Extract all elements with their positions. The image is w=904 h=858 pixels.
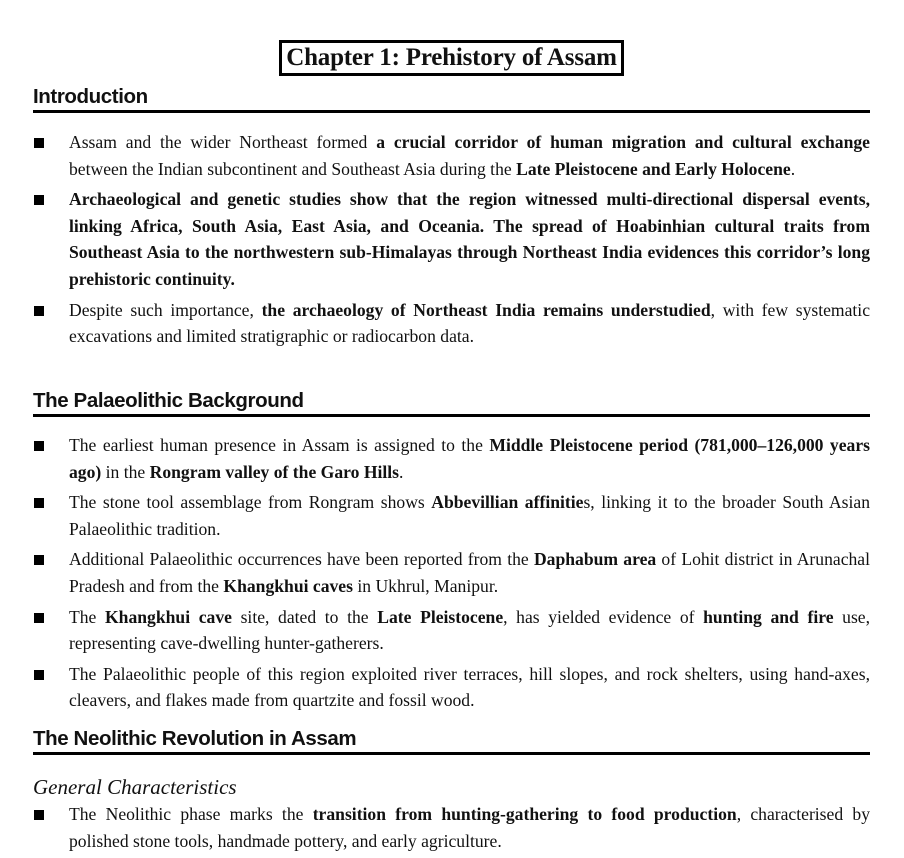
square-bullet-icon: [34, 138, 44, 148]
bold-text: the archaeology of Northeast India remains understudied: [261, 299, 711, 320]
square-bullet-icon: [34, 498, 44, 508]
bold-text: Archaeological and genetic studies show that the region witnessed multi-directional dispersal events, linking Africa, South Asia, East Asia, and Oceania. The spread of Hoabinhian cultural traits from Southeast Asia to the northwestern sub-Himalayas through Northeast India evidences this corridor’s long prehistoric continuity.: [69, 189, 870, 289]
list-item: [33, 489, 870, 542]
body-text: Despite such importance,: [69, 299, 262, 320]
square-bullet-icon: [34, 555, 44, 565]
body-text: The stone tool assemblage from Rongram shows: [69, 492, 432, 513]
body-text: in Ukhrul, Manipur.: [352, 575, 499, 596]
square-bullet-icon: [34, 613, 44, 623]
list-item: [33, 297, 870, 350]
list-item: [33, 186, 870, 292]
square-bullet-icon: [34, 810, 44, 820]
bold-text: Khangkhui cave: [105, 606, 232, 627]
list-item: [33, 129, 870, 182]
body-text: The earliest human presence in Assam is assigned to the: [69, 435, 490, 455]
section-heading-introduction: Introduction: [33, 85, 870, 113]
body-text: , with few systematic excavations and limited stratigraphic or radiocarbon data.: [69, 299, 870, 347]
body-text: , characterised by polished stone tools, handmade pottery, and early agriculture.: [69, 804, 870, 851]
list-item: [33, 432, 870, 485]
chapter-title-container: [33, 40, 870, 76]
bold-text: Late Pleistocene: [377, 606, 504, 627]
body-text: between the Indian subcontinent and Southeast Asia during the: [69, 158, 517, 179]
palaeolithic-bullets: [33, 432, 870, 718]
bold-text: Middle Pleistocene period (781,000–126,000 years ago): [69, 435, 870, 482]
bold-text: Khangkhui caves: [223, 575, 353, 596]
body-text: of Lohit district in Arunachal Pradesh and from the: [69, 549, 870, 596]
section-heading-neolithic: The Neolithic Revolution in Assam: [33, 727, 870, 755]
list-item: [33, 546, 870, 599]
neolithic-bullets: [33, 801, 870, 858]
body-text: in the: [101, 461, 150, 482]
bold-text: hunting and fire: [703, 606, 834, 627]
list-item: [33, 801, 870, 854]
bold-text: transition from hunting-gathering to food production: [312, 804, 737, 824]
chapter-title: Chapter 1: Prehistory of Assam: [279, 40, 624, 76]
bold-text: Abbevillian affinitie: [431, 492, 584, 513]
body-text: .: [399, 461, 404, 482]
body-text: The: [69, 606, 105, 627]
body-text: Assam and the wider Northeast formed: [69, 132, 377, 152]
square-bullet-icon: [34, 441, 44, 451]
bold-text: Rongram valley of the Garo Hills: [149, 461, 400, 482]
list-item: [33, 661, 870, 714]
body-text: site, dated to the: [231, 606, 378, 627]
section-heading-palaeolithic: The Palaeolithic Background: [33, 389, 870, 417]
introduction-bullets: [33, 129, 870, 354]
square-bullet-icon: [34, 306, 44, 316]
body-text: The Palaeolithic people of this region exploited river terraces, hill slopes, and rock shelters, using hand-axes, cleavers, and flakes made from quartzite and fossil wood.: [69, 663, 870, 711]
bold-text: a crucial corridor of human migration and cultural exchange: [376, 132, 870, 152]
body-text: .: [790, 158, 796, 179]
square-bullet-icon: [34, 670, 44, 680]
square-bullet-icon: [34, 195, 44, 205]
body-text: s, linking it to the broader South Asian Palaeolithic tradition.: [69, 492, 870, 539]
body-text: , has yielded evidence of: [503, 606, 704, 627]
body-text: The Neolithic phase marks the: [69, 804, 313, 824]
list-item: [33, 604, 870, 657]
bold-text: Late Pleistocene and Early Holocene: [516, 158, 791, 179]
subheading-general-characteristics: General Characteristics: [33, 775, 237, 799]
body-text: use, representing cave-dwelling hunter-gatherers.: [69, 606, 871, 654]
body-text: Additional Palaeolithic occurrences have been reported from the: [69, 549, 534, 570]
bold-text: Daphabum area: [533, 549, 657, 570]
